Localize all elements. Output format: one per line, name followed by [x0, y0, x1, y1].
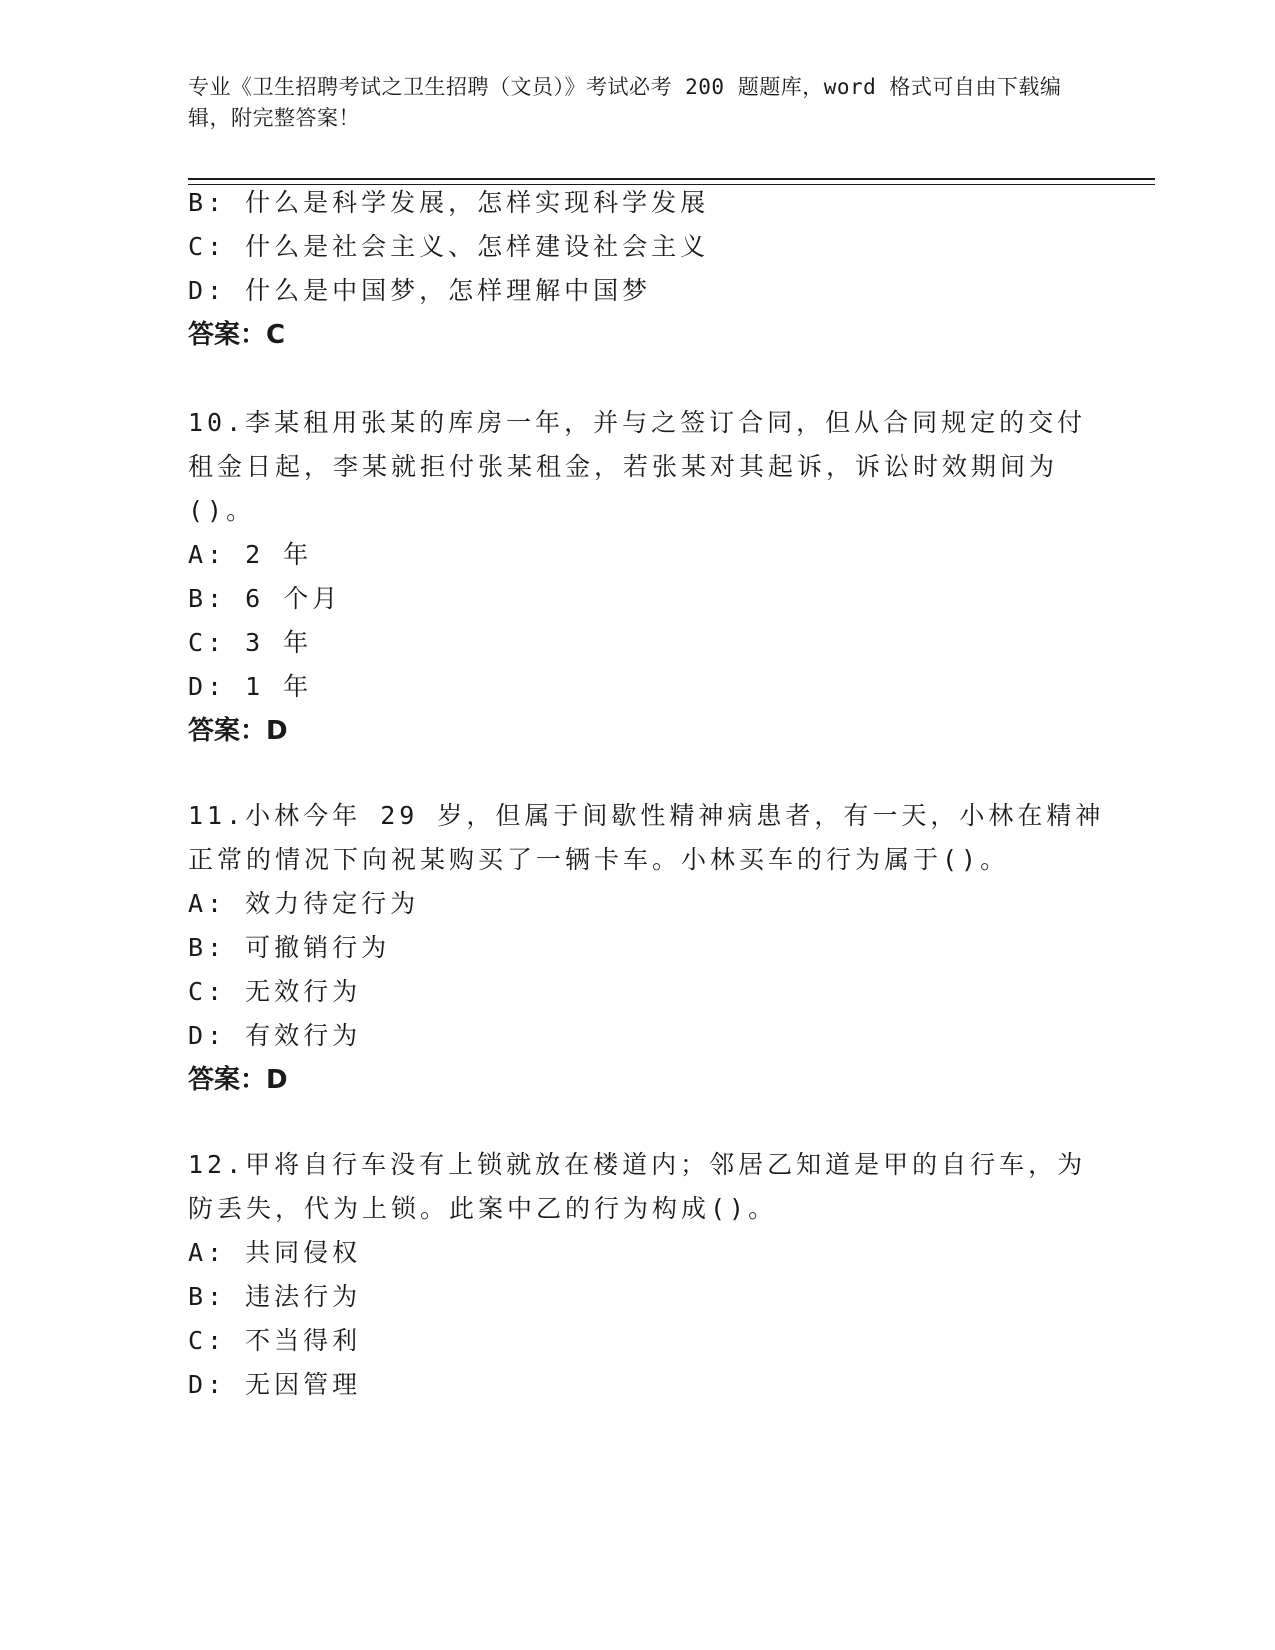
question-12-stem-line: 防丢失，代为上锁。此案中乙的行为构成()。 — [188, 1194, 778, 1223]
option-b: B: 违法行为 — [188, 1282, 362, 1311]
answer: 答案：C — [188, 320, 286, 350]
header-rule-thick — [188, 178, 1155, 180]
document-intro: 专业《卫生招聘考试之卫生招聘（文员）》考试必考 200 题题库，word 格式可自由下载编辑，附完整答案！ — [188, 75, 1062, 130]
question-10-stem-line: 租金日起，李某就拒付张某租金，若张某对其起诉，诉讼时效期间为 — [188, 452, 1059, 481]
option-a: A: 共同侵权 — [188, 1238, 362, 1267]
option-d: D: 1 年 — [188, 672, 313, 701]
question-10-stem-line: ()。 — [188, 496, 256, 525]
option-d: D: 无因管理 — [188, 1370, 362, 1399]
answer: 答案：D — [188, 716, 288, 746]
option-b: B: 可撤销行为 — [188, 933, 391, 962]
option-d: D: 有效行为 — [188, 1021, 362, 1050]
question-12-stem-line: 12.甲将自行车没有上锁就放在楼道内；邻居乙知道是甲的自行车，为 — [188, 1150, 1087, 1179]
question-11-stem-line: 正常的情况下向祝某购买了一辆卡车。小林买车的行为属于()。 — [188, 845, 1010, 874]
option-c: C: 什么是社会主义、怎样建设社会主义 — [188, 232, 710, 261]
answer: 答案：D — [188, 1065, 288, 1095]
question-10-stem-line: 10.李某租用张某的库房一年，并与之签订合同，但从合同规定的交付 — [188, 408, 1087, 437]
option-d: D: 什么是中国梦，怎样理解中国梦 — [188, 276, 652, 305]
option-a: A: 效力待定行为 — [188, 889, 420, 918]
header-rule-thin — [188, 184, 1155, 185]
option-c: C: 不当得利 — [188, 1326, 362, 1355]
option-b: B: 6 个月 — [188, 584, 342, 613]
question-11-stem-line: 11.小林今年 29 岁，但属于间歇性精神病患者，有一天，小林在精神 — [188, 801, 1105, 830]
option-c: C: 无效行为 — [188, 977, 362, 1006]
option-c: C: 3 年 — [188, 628, 313, 657]
option-a: A: 2 年 — [188, 540, 313, 569]
option-b: B: 什么是科学发展，怎样实现科学发展 — [188, 188, 710, 217]
